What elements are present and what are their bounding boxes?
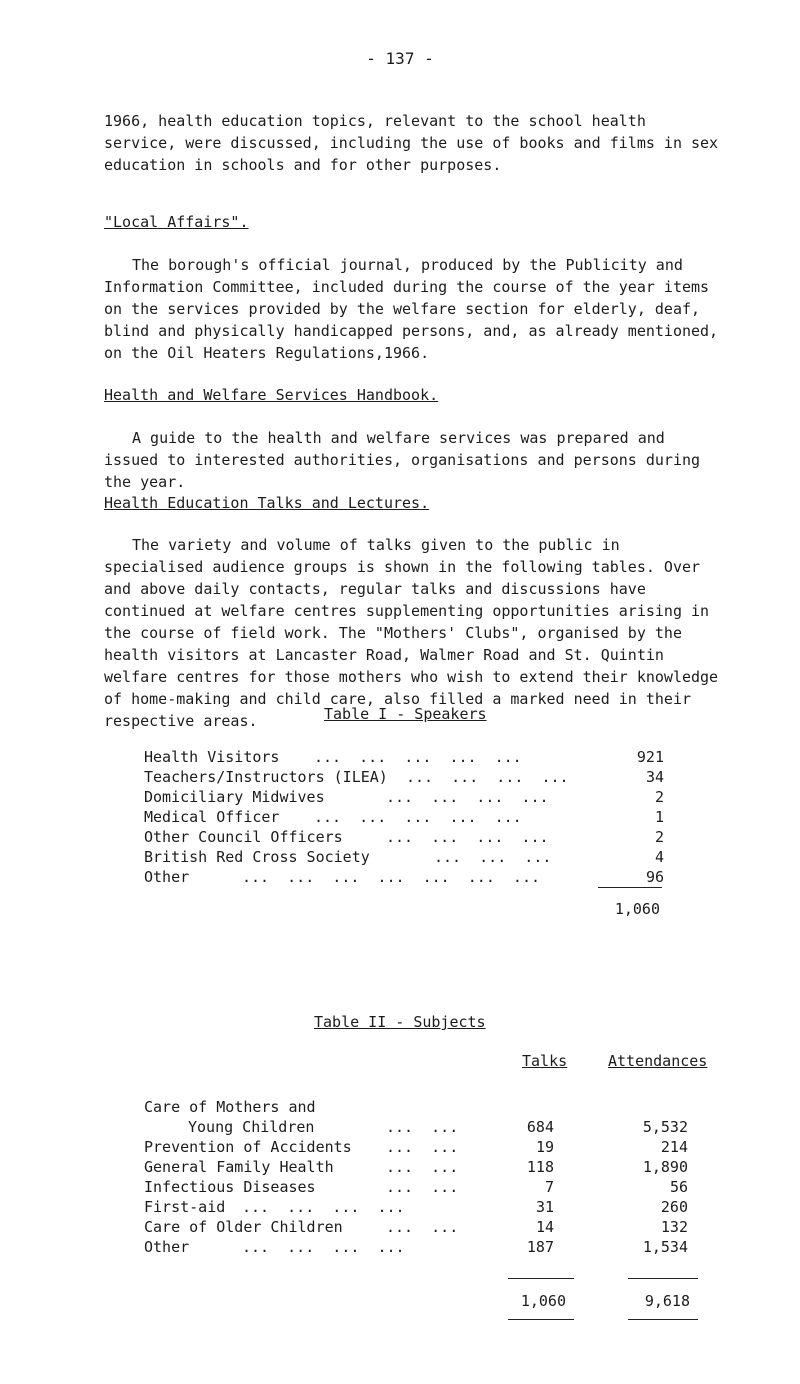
table2-row-talks: 19 (535, 1138, 554, 1156)
table1-row-value: 1 (654, 808, 664, 826)
table2-row-talks: 14 (535, 1218, 554, 1236)
table2-row-leader: ... ... (386, 1178, 459, 1196)
table1-row-leader: ... ... ... ... ... (314, 748, 522, 766)
table1-row-value: 2 (654, 788, 664, 806)
table2-row-label: Infectious Diseases (144, 1178, 316, 1196)
section-heading-handbook: Health and Welfare Services Handbook. (104, 386, 439, 404)
table1-row-label: Teachers/Instructors (ILEA) (144, 768, 388, 786)
table2-talks-rule-top (508, 1278, 574, 1279)
table2-col-talks: Talks (522, 1052, 568, 1070)
table2-row-attendances: 260 (660, 1198, 688, 1216)
table1-row-label: Domiciliary Midwives (144, 788, 325, 806)
table1-total: 1,060 (614, 900, 660, 918)
table1-row-label: British Red Cross Society (144, 848, 370, 866)
table2-row-talks: 118 (526, 1158, 554, 1176)
table-row (144, 1136, 744, 1158)
table2-row-label: Prevention of Accidents (144, 1138, 352, 1156)
table-row (144, 746, 744, 768)
table2-row-leader: ... ... (386, 1118, 459, 1136)
table-row (144, 1196, 744, 1218)
table-row (144, 866, 744, 888)
table1-row-value: 4 (654, 848, 664, 866)
table-row (144, 846, 744, 868)
table2-row-leader: ... ... ... ... (242, 1198, 405, 1216)
table2-row-attendances: 1,890 (642, 1158, 688, 1176)
table2-row-attendances: 214 (660, 1138, 688, 1156)
intro-paragraph: 1966, health education topics, relevant to the school health service, were discussed, including the use of books and films in sex education in schools and for other purposes. (104, 112, 719, 174)
table2-attendances-rule-top (628, 1278, 698, 1279)
section-heading-talks: Health Education Talks and Lectures. (104, 494, 430, 512)
table2-row-leader: ... ... (386, 1158, 459, 1176)
table-row (144, 826, 744, 848)
table2-title: Table II - Subjects (314, 1013, 486, 1031)
table1-row-leader: ... ... ... ... ... (314, 808, 522, 826)
table1-row-leader: ... ... ... ... (386, 788, 549, 806)
table1-row-value: 34 (645, 768, 664, 786)
table1-row-label: Health Visitors (144, 748, 280, 766)
table-row (144, 786, 744, 808)
table-row (144, 766, 744, 788)
table1-total-rule (598, 887, 662, 888)
table2-row-leader: ... ... (386, 1138, 459, 1156)
table-row (144, 1176, 744, 1198)
section-heading-local-affairs: "Local Affairs". (104, 213, 249, 231)
page-number: - 137 - (366, 49, 434, 68)
table2-row-talks: 31 (535, 1198, 554, 1216)
section-body-talks: The variety and volume of talks given to the public in specialised audience groups is shown in the following tables. Over and above daily contacts, regular talks and discussions have continued at welfare centres supplementing opportunities arising in the course of field work. The "Mothers' Clubs", organised by the health visitors at Lancaster Road, Walmer Road and St. Quintin welfare centres for those mothers who wish to extend their knowledge of home-making and child care, also filled a marked need in their respective areas. (104, 536, 719, 730)
table1-row-label: Medical Officer (144, 808, 280, 826)
table1-row-label: Other Council Officers (144, 828, 343, 846)
table-row (144, 1216, 744, 1238)
table2-row-leader: ... ... (386, 1218, 459, 1236)
table2-total-talks: 1,060 (520, 1292, 566, 1310)
table-row (144, 1236, 744, 1258)
table2-group-label-text: Care of Mothers and (144, 1098, 316, 1116)
section-body-local-affairs: The borough's official journal, produced by the Publicity and Information Committee, included during the course of the year items on the services provided by the welfare section for elderly, deaf, blind and physically handicapped persons, and, as already mentioned, on the Oil Heaters Regulations,1966. (104, 256, 719, 362)
table2-col-attendances: Attendances (608, 1052, 708, 1070)
table1-row-leader: ... ... ... ... (386, 828, 549, 846)
table1-title: Table I - Speakers (324, 705, 487, 723)
table2-talks-rule-bottom (508, 1319, 574, 1320)
section-body-handbook: A guide to the health and welfare services was prepared and issued to interested authorities, organisations and persons during the year. (104, 429, 701, 491)
table-row (144, 806, 744, 828)
table1-row-value: 96 (645, 868, 664, 886)
table2-group-label (144, 1096, 744, 1118)
table1-row-label: Other (144, 868, 190, 886)
table1-row-value: 921 (636, 748, 664, 766)
table2-row-label: Other (144, 1238, 190, 1256)
table2-row-attendances: 132 (660, 1218, 688, 1236)
table2-row-attendances: 56 (669, 1178, 688, 1196)
table2-attendances-rule-bottom (628, 1319, 698, 1320)
table2-total-attendances: 9,618 (644, 1292, 690, 1310)
table-row (144, 1156, 744, 1178)
table-row (144, 1116, 744, 1138)
table2-row-label: Young Children (188, 1118, 315, 1136)
table1-row-leader: ... ... ... ... (406, 768, 569, 786)
table2-row-talks: 7 (544, 1178, 554, 1196)
table2-row-leader: ... ... ... ... (242, 1238, 405, 1256)
table1-row-leader: ... ... ... (434, 848, 552, 866)
table2-row-label: First-aid (144, 1198, 226, 1216)
table2-row-attendances: 5,532 (642, 1118, 688, 1136)
table2-row-label: General Family Health (144, 1158, 334, 1176)
table1-row-value: 2 (654, 828, 664, 846)
table2-row-attendances: 1,534 (642, 1238, 688, 1256)
table1-row-leader: ... ... ... ... ... ... ... (242, 868, 541, 886)
table2-row-talks: 187 (526, 1238, 554, 1256)
table2-row-label: Care of Older Children (144, 1218, 343, 1236)
table2-row-talks: 684 (526, 1118, 554, 1136)
